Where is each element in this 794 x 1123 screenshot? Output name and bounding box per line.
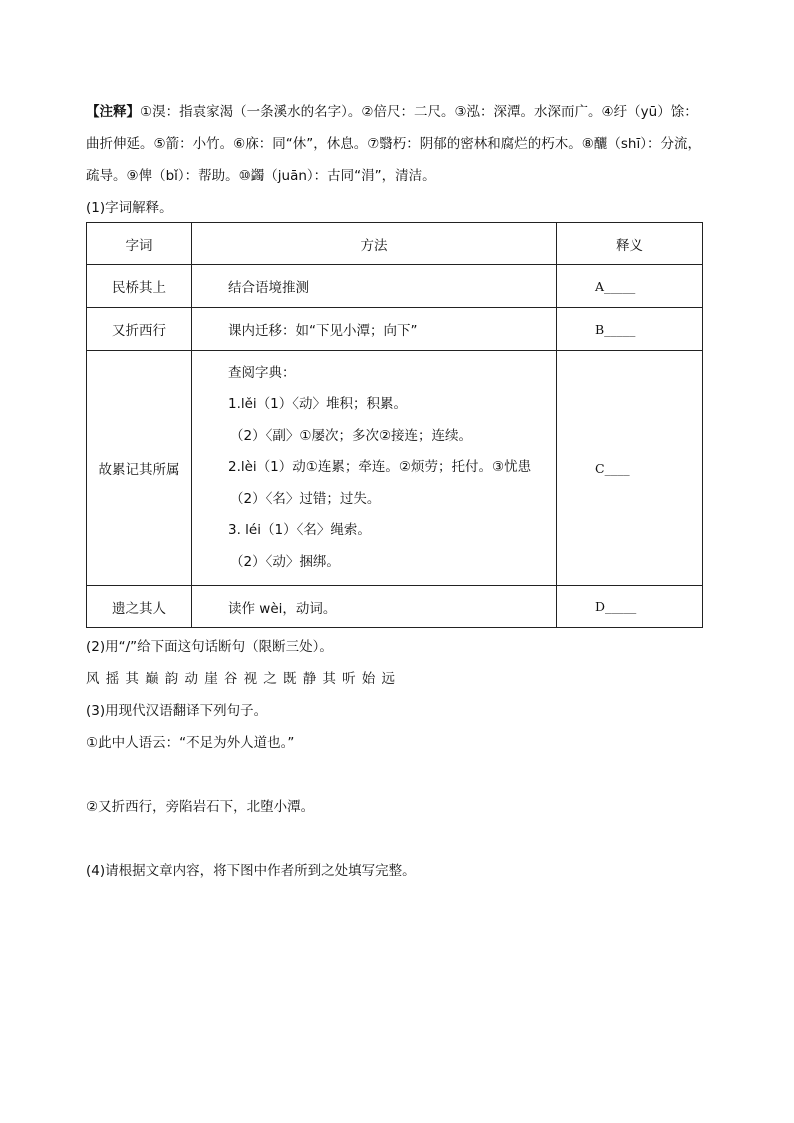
- table-row: [87, 351, 703, 586]
- dict-line: （2）〈名〉过错；过失。: [230, 490, 381, 507]
- notes-line-2: 曲折伸延。⑤箭：小竹。⑥庥：同“休”，休息。⑦翳朽：阴郁的密林和腐烂的朽木。⑧釃（shī）：分流，: [86, 136, 701, 152]
- notes-line-1-text: ①湨：指袁家渴（一条溪水的名字）。②倍尺：二尺。③泓：深潭。水深而广。④纡（yū）馀：: [140, 104, 698, 120]
- vocabulary-table: [86, 222, 703, 628]
- notes-line-3: 疏导。⑨俾（bǐ）：帮助。⑩蠲（juān）：古同“涓”，清洁。: [86, 168, 436, 184]
- dict-line: （2）〈动〉捆绑。: [230, 553, 340, 570]
- dict-line: 查阅字典：: [228, 364, 296, 381]
- notes-line-1: [86, 96, 726, 128]
- row-word: 遗之其人: [87, 586, 192, 628]
- row-method: 课内迁移：如“下见小潭；向下”: [192, 308, 557, 351]
- row-word: 又折西行: [87, 308, 192, 351]
- header-word: 字词: [87, 223, 192, 265]
- header-method: 方法: [192, 223, 557, 265]
- row-method: 结合语境推测: [192, 265, 557, 308]
- translation-item-2: ②又折西行，旁陷岩石下，北堕小潭。: [86, 799, 315, 815]
- question-3-title: (3)用现代汉语翻译下列句子。: [86, 703, 268, 719]
- row-word: 民桥其上: [87, 265, 192, 308]
- question-1-title: (1)字词解释。: [86, 200, 173, 216]
- table-row: [87, 265, 703, 308]
- punctuation-sentence: 风摇其巅韵动崖谷视之既静其听始远: [86, 671, 402, 687]
- table-row: [87, 586, 703, 628]
- question-4-title: (4)请根据文章内容，将下图中作者所到之处填写完整。: [86, 863, 416, 879]
- table-header-row: [87, 223, 703, 265]
- dictionary-entries: [192, 351, 557, 586]
- dict-line: 1.lěi（1）〈动〉堆积；积累。: [228, 396, 408, 413]
- dict-line: 2.lèi（1）动①连累；牵连。②烦劳；托付。③忧患: [228, 459, 532, 476]
- dict-line: 3. léi（1）〈名〉绳索。: [228, 522, 371, 539]
- translation-item-1: ①此中人语云：“不足为外人道也。”: [86, 735, 295, 751]
- question-2-title: (2)用“/”给下面这句话断句（限断三处）。: [86, 639, 333, 655]
- row-word: 故累记其所属: [87, 351, 192, 586]
- annotation-notes: [86, 96, 726, 192]
- notes-label: 【注释】: [86, 104, 140, 120]
- table-row: [87, 308, 703, 351]
- answer-blank-a[interactable]: A_____: [557, 265, 703, 308]
- answer-blank-d[interactable]: D_____: [557, 586, 703, 628]
- row-method: 读作 wèi，动词。: [192, 586, 557, 628]
- answer-blank-c[interactable]: C____: [557, 351, 703, 586]
- answer-blank-b[interactable]: B_____: [557, 308, 703, 351]
- header-meaning: 释义: [557, 223, 703, 265]
- dict-line: （2）〈副〉①屡次；多次②接连；连续。: [230, 427, 473, 444]
